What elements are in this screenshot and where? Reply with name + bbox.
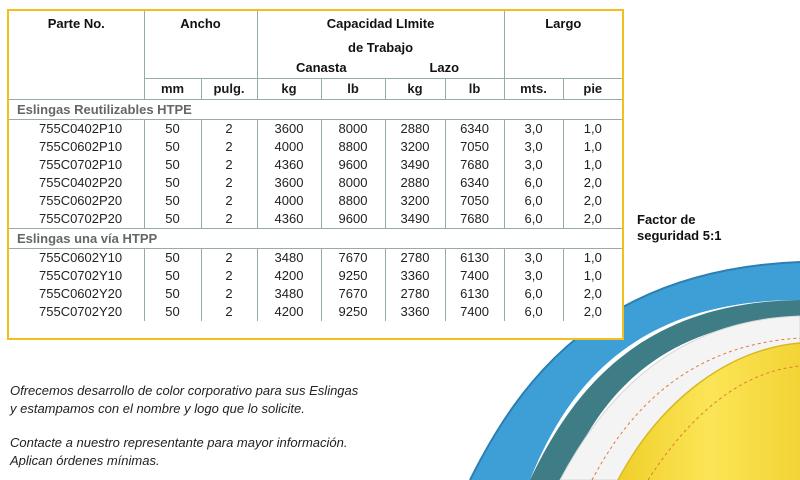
table-cell: 2 xyxy=(201,138,257,156)
safety-factor-line1: Factor de xyxy=(637,212,696,227)
table-cell: 50 xyxy=(144,138,201,156)
header-width: Ancho xyxy=(144,11,257,36)
table-cell: 8800 xyxy=(321,138,385,156)
table-cell: 3200 xyxy=(385,192,445,210)
table-cell: 2 xyxy=(201,285,257,303)
table-row xyxy=(9,248,622,267)
table-cell: 2 xyxy=(201,210,257,229)
table-row xyxy=(9,192,622,210)
table-cell: 8000 xyxy=(321,174,385,192)
table-cell: 3,0 xyxy=(504,248,563,267)
safety-factor-line2: seguridad 5:1 xyxy=(637,228,722,243)
table-cell: 50 xyxy=(144,119,201,138)
table-row xyxy=(9,267,622,285)
unit-label: mm xyxy=(144,78,201,99)
table-row xyxy=(9,174,622,192)
header-capacity-line2: de Trabajo xyxy=(257,36,504,58)
table-cell: 4200 xyxy=(257,267,321,285)
part-number-cell: 755C0702P20 xyxy=(39,211,123,226)
part-number-cell: 755C0602Y20 xyxy=(39,286,123,301)
table-cell: 4000 xyxy=(257,138,321,156)
table-cell: 2 xyxy=(201,248,257,267)
table-cell: 2880 xyxy=(385,174,445,192)
table-cell: 4000 xyxy=(257,192,321,210)
part-number-cell: 755C0702Y20 xyxy=(39,304,123,319)
units-row xyxy=(9,78,622,99)
table-cell: 6,0 xyxy=(504,192,563,210)
table-row xyxy=(9,285,622,303)
header-part: Parte No. xyxy=(47,16,105,31)
table-cell: 3360 xyxy=(385,303,445,321)
table-cell: 50 xyxy=(144,267,201,285)
table-cell: 2 xyxy=(201,192,257,210)
unit-label: lb xyxy=(321,78,385,99)
header-capacity-line1: Capacidad LImite xyxy=(257,11,504,36)
part-number-cell: 755C0402P20 xyxy=(39,175,123,190)
table-cell: 50 xyxy=(144,248,201,267)
table-cell: 6,0 xyxy=(504,285,563,303)
header-basket: Canasta xyxy=(257,58,385,78)
table-cell: 7400 xyxy=(445,267,504,285)
note-line: Aplican órdenes mínimas. xyxy=(10,453,160,468)
table-cell: 3480 xyxy=(257,248,321,267)
table-cell: 3,0 xyxy=(504,267,563,285)
table-cell: 2,0 xyxy=(563,285,622,303)
part-number-cell: 755C0602Y10 xyxy=(39,250,123,265)
note-line: Ofrecemos desarrollo de color corporativo para sus Eslingas xyxy=(10,383,359,398)
table-row xyxy=(9,138,622,156)
table-cell: 1,0 xyxy=(563,156,622,174)
specs-table xyxy=(9,11,622,321)
table-cell: 9250 xyxy=(321,303,385,321)
table-cell: 9600 xyxy=(321,156,385,174)
part-number-cell: 755C0602P20 xyxy=(39,193,123,208)
table-cell: 6340 xyxy=(445,174,504,192)
section-header-row xyxy=(9,228,622,248)
table-cell: 50 xyxy=(144,285,201,303)
table-cell: 2 xyxy=(201,174,257,192)
table-cell: 3600 xyxy=(257,174,321,192)
product-table xyxy=(7,9,624,340)
table-row xyxy=(9,303,622,321)
note-line: y estampamos con el nombre y logo que lo solicite. xyxy=(10,401,305,416)
table-cell: 50 xyxy=(144,174,201,192)
table-cell: 3600 xyxy=(257,119,321,138)
header-loop: Lazo xyxy=(429,60,460,76)
table-cell: 3490 xyxy=(385,156,445,174)
table-cell: 50 xyxy=(144,210,201,229)
table-cell: 8800 xyxy=(321,192,385,210)
part-number-cell: 755C0402P10 xyxy=(39,121,123,136)
table-cell: 2,0 xyxy=(563,174,622,192)
table-cell: 6130 xyxy=(445,285,504,303)
part-number-cell: 755C0602P10 xyxy=(39,139,123,154)
table-cell: 7050 xyxy=(445,192,504,210)
table-cell: 1,0 xyxy=(563,138,622,156)
table-cell: 50 xyxy=(144,192,201,210)
part-number-cell: 755C0702P10 xyxy=(39,157,123,172)
table-cell: 2 xyxy=(201,156,257,174)
section-header-row xyxy=(9,99,622,119)
table-cell: 2 xyxy=(201,119,257,138)
table-row xyxy=(9,119,622,138)
table-cell: 6340 xyxy=(445,119,504,138)
table-cell: 7400 xyxy=(445,303,504,321)
unit-label: kg xyxy=(257,78,321,99)
table-cell: 2,0 xyxy=(563,192,622,210)
table-cell: 50 xyxy=(144,156,201,174)
table-cell: 4200 xyxy=(257,303,321,321)
table-cell: 3,0 xyxy=(504,156,563,174)
table-cell: 50 xyxy=(144,303,201,321)
table-cell: 3,0 xyxy=(504,138,563,156)
table-cell: 6,0 xyxy=(504,174,563,192)
table-cell: 2880 xyxy=(385,119,445,138)
unit-label: lb xyxy=(445,78,504,99)
header-length: Largo xyxy=(504,11,622,36)
table-cell: 9250 xyxy=(321,267,385,285)
table-cell: 6,0 xyxy=(504,303,563,321)
table-cell: 3,0 xyxy=(504,119,563,138)
table-cell: 1,0 xyxy=(563,119,622,138)
unit-label: pulg. xyxy=(201,78,257,99)
table-cell: 6,0 xyxy=(504,210,563,229)
table-cell: 1,0 xyxy=(563,267,622,285)
table-cell: 7670 xyxy=(321,285,385,303)
table-cell: 3360 xyxy=(385,267,445,285)
table-cell: 2,0 xyxy=(563,303,622,321)
table-cell: 3480 xyxy=(257,285,321,303)
part-number-cell: 755C0702Y10 xyxy=(39,268,123,283)
section-title: Eslingas una vía HTPP xyxy=(9,228,622,248)
table-cell: 2780 xyxy=(385,248,445,267)
unit-label: pie xyxy=(563,78,622,99)
table-cell: 4360 xyxy=(257,210,321,229)
table-cell: 7680 xyxy=(445,156,504,174)
table-cell: 3490 xyxy=(385,210,445,229)
table-cell: 2 xyxy=(201,267,257,285)
unit-label: kg xyxy=(385,78,445,99)
table-cell: 7680 xyxy=(445,210,504,229)
table-cell: 8000 xyxy=(321,119,385,138)
table-cell: 3200 xyxy=(385,138,445,156)
note-line: Contacte a nuestro representante para mayor información. xyxy=(10,435,348,450)
table-cell: 2780 xyxy=(385,285,445,303)
section-title: Eslingas Reutilizables HTPE xyxy=(9,99,622,119)
table-cell: 4360 xyxy=(257,156,321,174)
table-row xyxy=(9,156,622,174)
table-row xyxy=(9,210,622,229)
safety-factor-label xyxy=(637,212,722,244)
table-cell: 9600 xyxy=(321,210,385,229)
table-cell: 7050 xyxy=(445,138,504,156)
unit-label: mts. xyxy=(504,78,563,99)
table-cell: 7670 xyxy=(321,248,385,267)
table-cell: 1,0 xyxy=(563,248,622,267)
table-cell: 2 xyxy=(201,303,257,321)
table-cell: 6130 xyxy=(445,248,504,267)
table-cell: 2,0 xyxy=(563,210,622,229)
